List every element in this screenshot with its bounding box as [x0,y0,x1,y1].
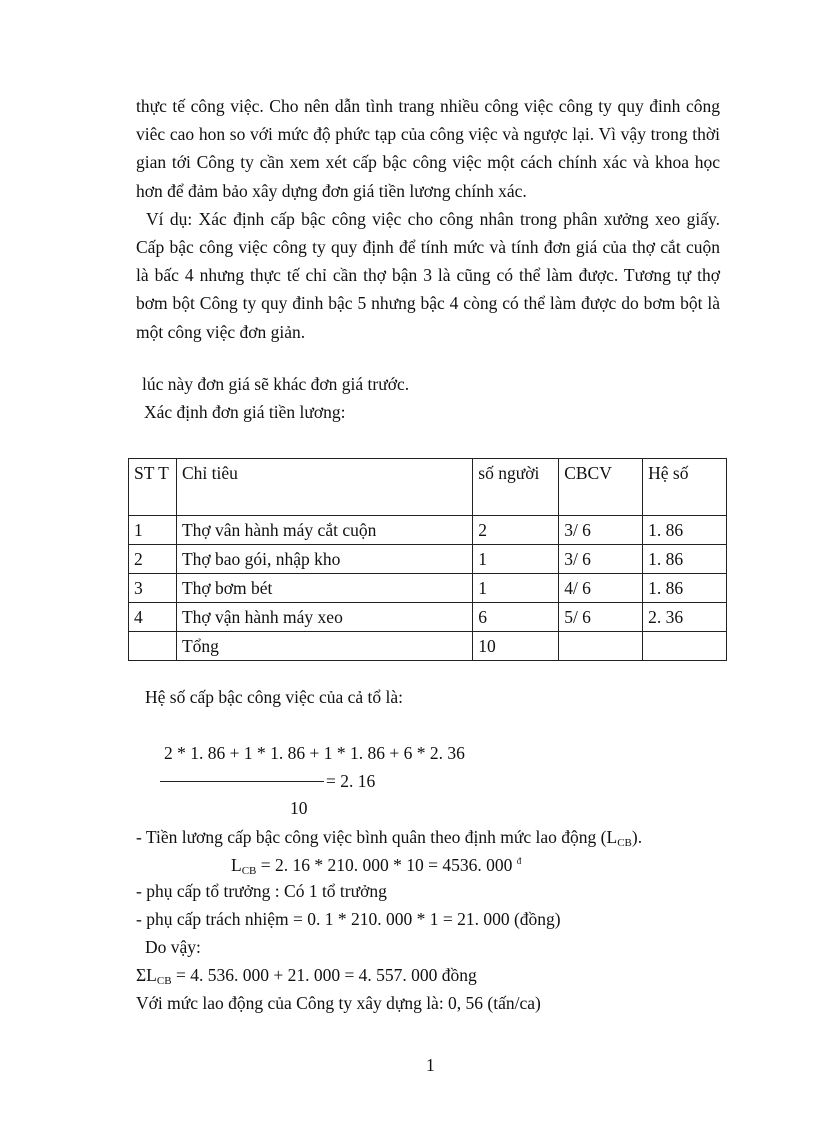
table-header-row [129,459,727,516]
lcb-symbol: L [231,855,242,875]
wage-line-sub: CB [617,837,632,849]
fraction-bar [160,781,324,782]
header-chi-tieu: Chỉ tiêu [176,459,472,516]
cell-chi-tieu: Thợ vận hành máy xeo [176,603,472,632]
wage-line-text: - Tiền lương cấp bậc công việc bình quân theo định mức lao động (L [136,827,618,847]
sum-line [136,965,477,987]
lcb-line [231,855,521,877]
note-line: lúc này đơn giá sẽ khác đơn giá trước. [142,374,410,394]
cell-cbcv: 3/ 6 [559,545,643,574]
formula-numerator: 2 * 1. 86 + 1 * 1. 86 + 1 * 1. 86 + 6 * 2. 36 [164,743,465,763]
allowance-responsibility: - phụ cấp trách nhiệm = 0. 1 * 210. 000 * 1 = 21. 000 (đồng) [136,909,561,929]
body-text [136,92,720,346]
coef-title: Hệ số cấp bậc công việc của cả tổ là: [145,687,403,707]
table-row [129,574,727,603]
header-so-nguoi: số người [473,459,559,516]
table-row [129,603,727,632]
cell-stt: 4 [129,603,177,632]
table-row [129,545,727,574]
total-he-so [643,632,727,661]
sum-symbol: ΣL [136,965,157,985]
page-number: 1 [426,1055,435,1075]
lcb-expr: = 2. 16 * 210. 000 * 10 = 4536. 000 [256,855,517,875]
total-label: Tổng [176,632,472,661]
allowance-leader: - phụ cấp tổ trưởng : Có 1 tổ trưởng [136,881,387,901]
total-cbcv [559,632,643,661]
table-total-row [129,632,727,661]
cell-cbcv: 4/ 6 [559,574,643,603]
cell-stt: 1 [129,516,177,545]
lcb-sub: CB [241,865,257,877]
cell-stt: 3 [129,574,177,603]
paragraph-2: Ví dụ: Xác định cấp bậc công việc cho công nhân trong phân xưởng xeo giấy. Cấp bậc công việc công ty quy định để tính mức và tính đơn giá của thợ cắt cuộn là bấc 4 nhưng thực tế chỉ cần thợ bận 3 là cũng có thể làm được. Tương tự thợ bơm bột Công ty quy đinh bậc 5 nhưng bậc 4 còng có thể làm được do bơm bột là một công việc đơn giản. [136,208,720,342]
formula-denominator: 10 [290,798,308,818]
cell-he-so: 1. 86 [643,545,727,574]
header-cbcv: CBCV [559,459,643,516]
sum-expr: = 4. 536. 000 + 21. 000 = 4. 557. 000 đồng [171,965,477,985]
cell-cbcv: 3/ 6 [559,516,643,545]
cell-stt: 2 [129,545,177,574]
therefore-label: Do vậy: [145,937,201,957]
cell-he-so: 1. 86 [643,574,727,603]
paragraph-1: thực tế công việc. Cho nên dẫn tình trang nhiều công việc công ty quy đinh công viêc cao hon so với mức độ phức tạp của công việc và ngược lại. Vì vậy trong thời gian tới Công ty cần xem xét cấp bậc công việc một cách chính xác và khoa học hơn để đảm bảo xây dựng đơn giá tiền lương chính xác. [136,96,720,201]
cell-he-so: 1. 86 [643,516,727,545]
wage-line-close: ). [631,827,643,847]
cell-so-nguoi: 1 [473,545,559,574]
formula-result: = 2. 16 [326,771,376,791]
header-stt: ST T [129,459,177,516]
section-label: Xác định đơn giá tiền lương: [144,402,346,422]
total-stt [129,632,177,661]
labor-line: Với mức lao động của Công ty xây dựng là: 0, 56 (tấn/ca) [136,993,541,1013]
lcb-sup: đ [516,856,522,866]
cell-cbcv: 5/ 6 [559,603,643,632]
cell-he-so: 2. 36 [643,603,727,632]
header-he-so: Hệ số [643,459,727,516]
wage-table [128,458,727,661]
wage-line [136,827,642,849]
table-row [129,516,727,545]
cell-chi-tieu: Thợ bao gói, nhập kho [176,545,472,574]
cell-chi-tieu: Thợ vân hành máy cắt cuộn [176,516,472,545]
cell-so-nguoi: 2 [473,516,559,545]
total-so-nguoi: 10 [473,632,559,661]
cell-chi-tieu: Thợ bơm bét [176,574,472,603]
cell-so-nguoi: 1 [473,574,559,603]
cell-so-nguoi: 6 [473,603,559,632]
sum-sub: CB [156,975,172,987]
